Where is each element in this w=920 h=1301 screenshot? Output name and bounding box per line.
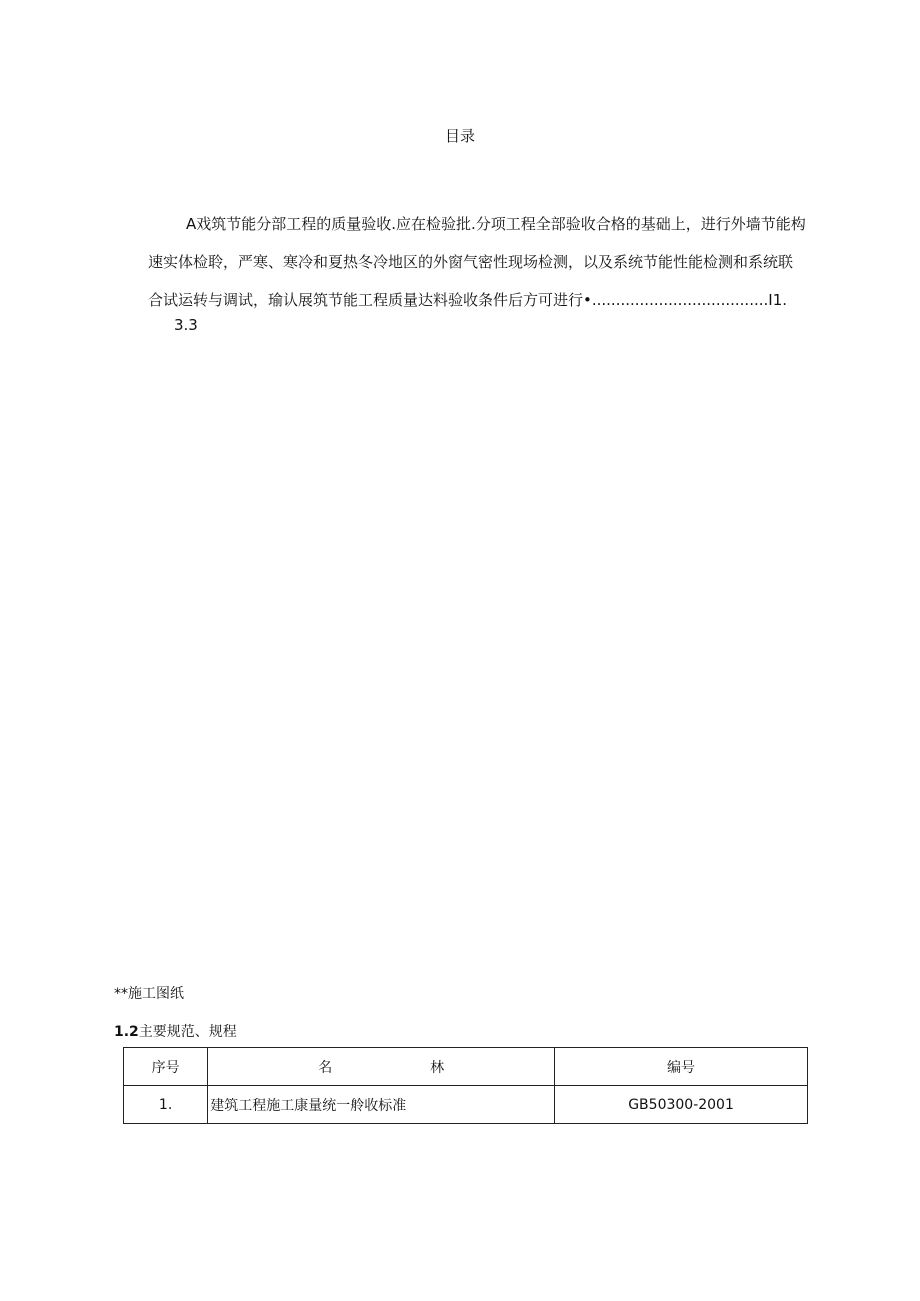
row-name: 建筑工程施工康量统一舲收标准: [208, 1086, 555, 1124]
standards-table: [123, 1047, 808, 1124]
section-title: 主要规范、规程: [138, 1024, 237, 1040]
toc-line-1: A戏筑节能分部工程的质量验收.应在检验批.分项工程全部验收合格的基础上，进行外墙节能构: [186, 215, 806, 233]
header-name: [208, 1048, 555, 1086]
page-title: 目录: [444, 127, 475, 145]
table-header-row: [124, 1048, 808, 1086]
toc-paragraph: [148, 205, 838, 337]
toc-line-3: 合试运转与调试，瑜认展筑节能工程质量达料验收条件后方可进行•.....................................I1.: [148, 291, 788, 309]
header-name-part2: 林: [430, 1059, 445, 1076]
row-code: GB50300-2001: [555, 1086, 808, 1124]
toc-line-4: 3.3: [174, 316, 198, 334]
toc-line-2: 速实体检聆，严寒、寒冷和夏热冬冷地区的外窗气密性现场检测，以及系统节能性能检测和系统联: [148, 253, 794, 271]
header-seq: 序号: [124, 1048, 208, 1086]
table-row: [124, 1086, 808, 1124]
section-heading-drawings: **施工图纸: [114, 986, 184, 1002]
row-seq: 1.: [124, 1086, 208, 1124]
header-code: 编号: [555, 1048, 808, 1086]
section-number: 1.2: [114, 1024, 139, 1040]
header-name-part1: 名: [318, 1059, 333, 1076]
section-heading-standards: [114, 1021, 237, 1041]
